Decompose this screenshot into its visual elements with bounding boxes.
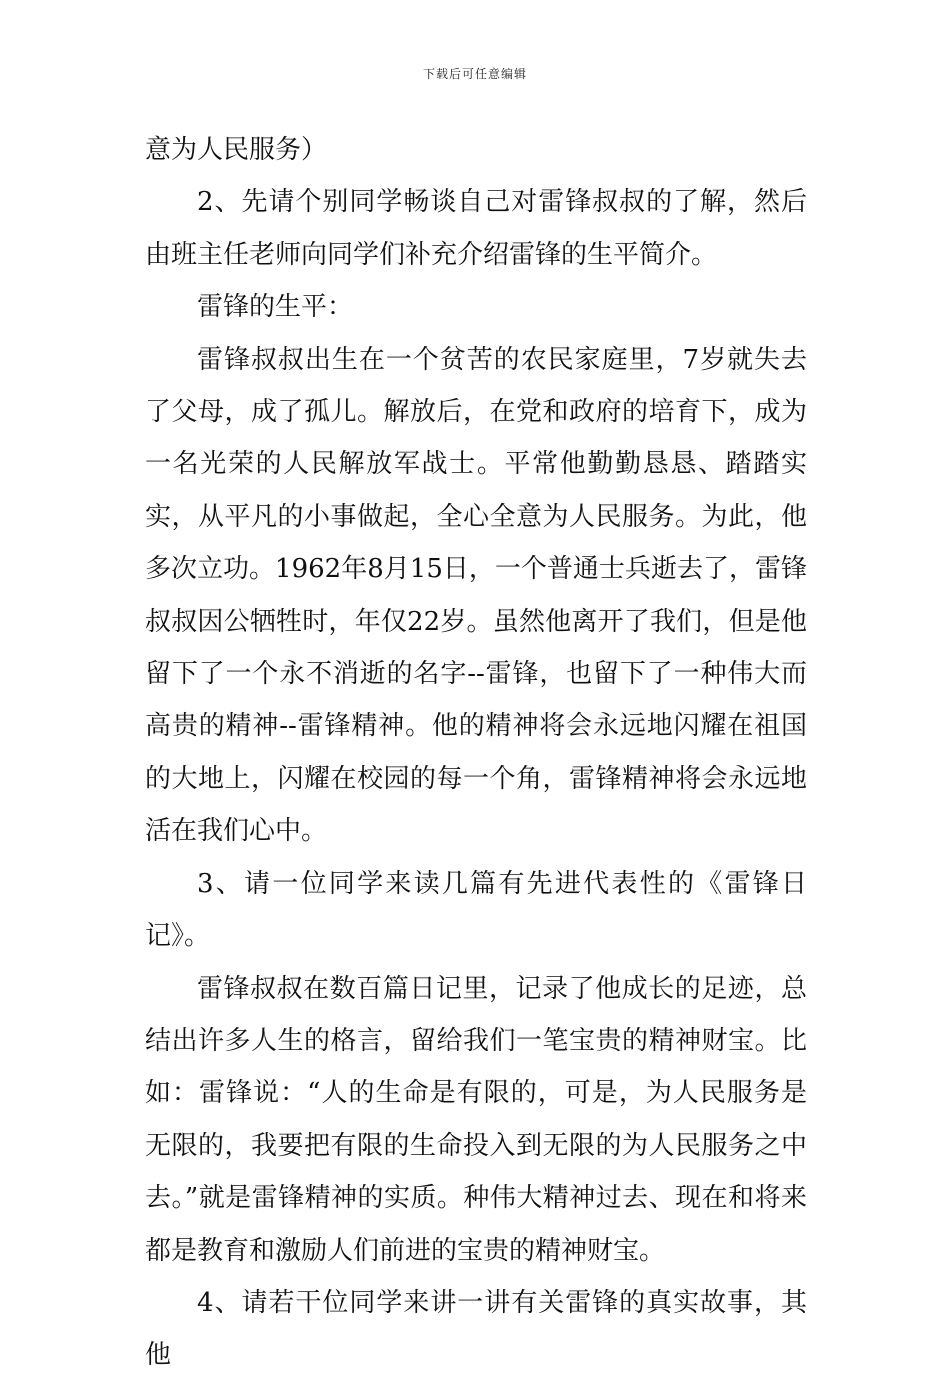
document-body [145, 124, 807, 1382]
paragraph-biography: 雷锋叔叔出生在一个贫苦的农民家庭里，7岁就失去了父母，成了孤儿。解放后，在党和政府的培育下，成为一名光荣的人民解放军战士。平常他勤勤恳恳、踏踏实实，从平凡的小事做起，全心全意为人民服务。为此，他多次立功。1962年8月15日，一个普通士兵逝去了，雷锋叔叔因公牺牲时，年仅22岁。虽然他离开了我们，但是他留下了一个永不消逝的名字--雷锋，也留下了一种伟大而高贵的精神--雷锋精神。他的精神将会永远地闪耀在祖国的大地上，闪耀在校园的每一个角，雷锋精神将会永远地活在我们心中。 [145, 344, 807, 847]
paragraph-subheading: 雷锋的生平： [197, 292, 354, 323]
paragraph-step-3: 3、请一位同学来读几篇有先进代表性的《雷锋日记》。 [145, 868, 807, 952]
paragraph-diary: 雷锋叔叔在数百篇日记里，记录了他成长的足迹，总结出许多人生的格言，留给我们一笔宝贵的精神财宝。比如：雷锋说：“人的生命是有限的，可是，为人民服务是无限的，我要把有限的生命投入到无限的为人民服务之中去。”就是雷锋精神的实质。种伟大精神过去、现在和将来都是教育和激励人们前进的宝贵的精神财宝。 [145, 973, 807, 1266]
paragraph-continuation: 意为人民服务） [145, 135, 328, 165]
paragraph-step-2: 2、先请个别同学畅谈自己对雷锋叔叔的了解，然后由班主任老师向同学们补充介绍雷锋的生平简介。 [145, 187, 807, 270]
paragraph-step-4: 4、请若干位同学来讲一讲有关雷锋的真实故事，其他 [145, 1287, 807, 1371]
page-header: 下载后可任意编辑 [422, 67, 527, 81]
